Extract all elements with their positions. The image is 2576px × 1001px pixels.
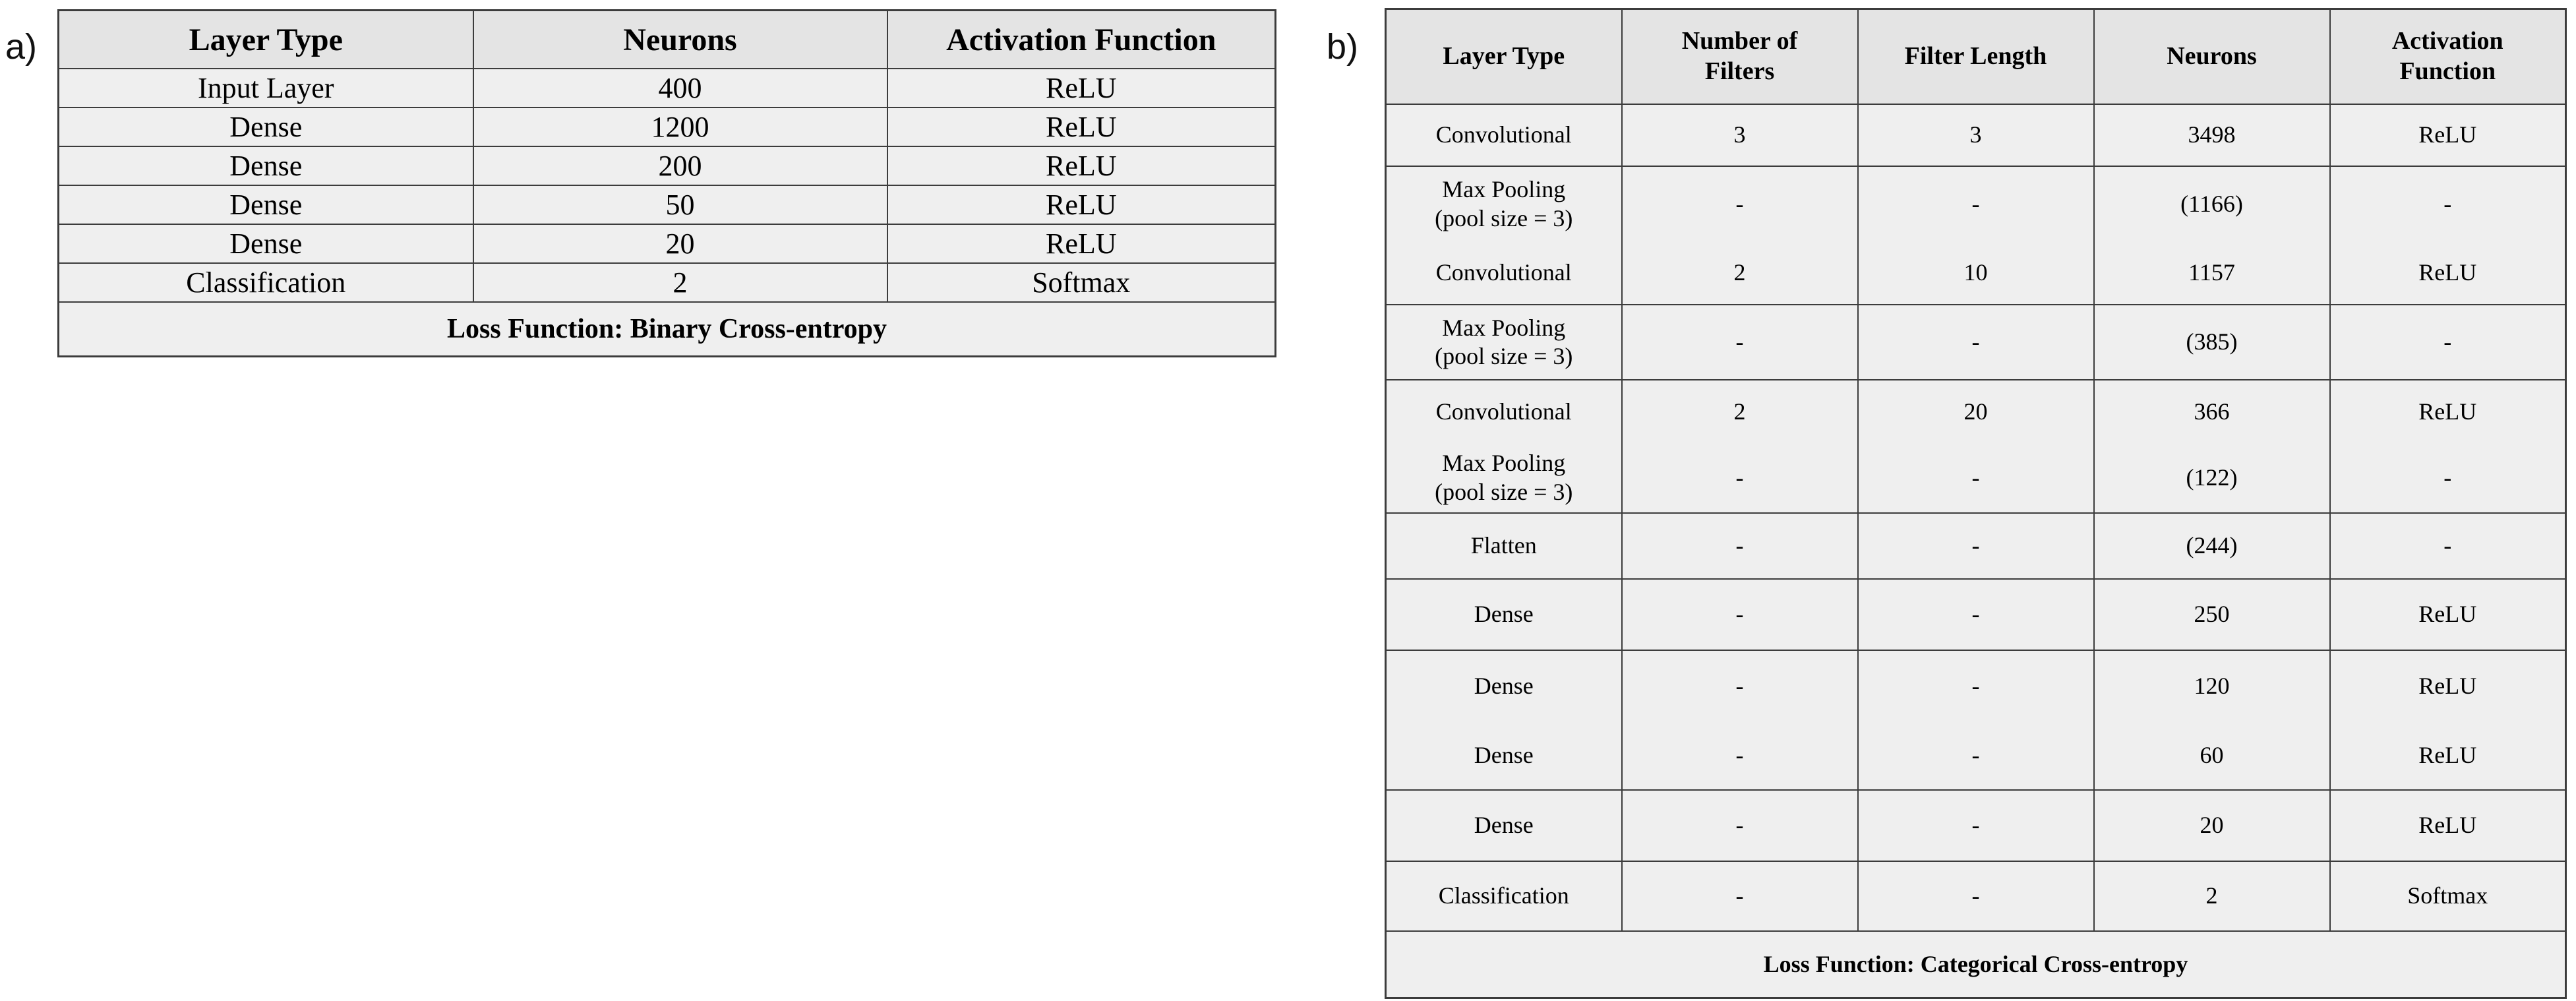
layer-type-cell: Dense — [59, 185, 473, 224]
filters-cell: - — [1622, 790, 1858, 861]
layer-type-cell: Convolutional — [1386, 380, 1622, 443]
panel-b-label: b) — [1327, 27, 1359, 67]
neurons-cell: 1200 — [473, 107, 887, 146]
neurons-cell: 60 — [2094, 721, 2330, 790]
filters-cell: - — [1622, 513, 1858, 579]
layer-type-cell: Dense — [59, 107, 473, 146]
filter-length-cell: - — [1858, 513, 2094, 579]
activation-cell: - — [2330, 513, 2566, 579]
activation-cell: - — [2330, 166, 2566, 241]
table-row — [1386, 790, 2566, 861]
layer-type-label: Max Pooling — [1442, 314, 1566, 341]
filter-length-cell: - — [1858, 721, 2094, 790]
neurons-cell: 366 — [2094, 380, 2330, 443]
table-row — [1386, 380, 2566, 443]
activation-cell: ReLU — [887, 224, 1276, 263]
table-row — [59, 107, 1276, 146]
filters-cell: 3 — [1622, 104, 1858, 166]
table-row — [1386, 721, 2566, 790]
layer-type-label: Max Pooling — [1442, 450, 1566, 477]
neurons-cell: 1157 — [2094, 241, 2330, 305]
activation-cell: ReLU — [2330, 721, 2566, 790]
layer-detail-label: (pool size = 3) — [1435, 204, 1573, 231]
table-row — [1386, 104, 2566, 166]
layer-type-cell: Convolutional — [1386, 104, 1622, 166]
activation-cell: ReLU — [2330, 579, 2566, 650]
activation-cell: ReLU — [2330, 650, 2566, 721]
column-header-layer-type: Layer Type — [59, 11, 473, 69]
table-row — [1386, 443, 2566, 513]
table-row — [59, 263, 1276, 302]
column-header-number-of-filters-label: Number of Filters — [1681, 27, 1798, 85]
layer-type-cell: Input Layer — [59, 69, 473, 107]
layer-type-cell: Dense — [59, 224, 473, 263]
loss-function-cell: Loss Function: Categorical Cross-entropy — [1386, 931, 2566, 998]
activation-cell: - — [2330, 443, 2566, 513]
neurons-cell: 120 — [2094, 650, 2330, 721]
filter-length-cell: - — [1858, 861, 2094, 931]
layer-type-cell — [1386, 166, 1622, 241]
layer-type-cell — [1386, 443, 1622, 513]
layer-type-cell: Classification — [59, 263, 473, 302]
filters-cell: - — [1622, 579, 1858, 650]
table-row — [59, 69, 1276, 107]
filter-length-cell: - — [1858, 443, 2094, 513]
neurons-cell: 2 — [2094, 861, 2330, 931]
filters-cell: 2 — [1622, 380, 1858, 443]
loss-function-row — [1386, 931, 2566, 998]
table-header-row — [1386, 9, 2566, 105]
activation-cell: ReLU — [2330, 380, 2566, 443]
filters-cell: - — [1622, 166, 1858, 241]
neurons-cell: 20 — [473, 224, 887, 263]
layer-type-cell: Dense — [1386, 790, 1622, 861]
filters-cell: 2 — [1622, 241, 1858, 305]
filters-cell: - — [1622, 443, 1858, 513]
layer-type-cell: Dense — [1386, 650, 1622, 721]
layer-type-cell: Classification — [1386, 861, 1622, 931]
table-row — [59, 146, 1276, 185]
layer-type-cell: Convolutional — [1386, 241, 1622, 305]
activation-cell: ReLU — [2330, 241, 2566, 305]
loss-function-row — [59, 302, 1276, 357]
filter-length-cell: 10 — [1858, 241, 2094, 305]
activation-cell: ReLU — [887, 185, 1276, 224]
dense-network-table — [57, 9, 1276, 357]
filters-cell: - — [1622, 861, 1858, 931]
activation-cell: Softmax — [887, 263, 1276, 302]
table-row — [1386, 241, 2566, 305]
activation-cell: ReLU — [887, 69, 1276, 107]
table-row — [1386, 513, 2566, 579]
neurons-cell: (385) — [2094, 305, 2330, 380]
neurons-cell: (1166) — [2094, 166, 2330, 241]
filter-length-cell: 20 — [1858, 380, 2094, 443]
neurons-cell: 400 — [473, 69, 887, 107]
neurons-cell: 3498 — [2094, 104, 2330, 166]
table-header-row — [59, 11, 1276, 69]
filter-length-cell: - — [1858, 790, 2094, 861]
layer-type-cell: Dense — [1386, 721, 1622, 790]
loss-function-cell: Loss Function: Binary Cross-entropy — [59, 302, 1276, 357]
table-row — [59, 185, 1276, 224]
filter-length-cell: - — [1858, 305, 2094, 380]
layer-type-cell — [1386, 305, 1622, 380]
neurons-cell: 250 — [2094, 579, 2330, 650]
filter-length-cell: - — [1858, 166, 2094, 241]
layer-type-label: Max Pooling — [1442, 176, 1566, 203]
activation-cell: ReLU — [2330, 790, 2566, 861]
activation-cell: Softmax — [2330, 861, 2566, 931]
neurons-cell: 2 — [473, 263, 887, 302]
layer-type-cell: Dense — [59, 146, 473, 185]
column-header-filter-length: Filter Length — [1858, 9, 2094, 105]
layer-type-cell: Dense — [1386, 579, 1622, 650]
neurons-cell: 20 — [2094, 790, 2330, 861]
filter-length-cell: - — [1858, 650, 2094, 721]
table-row — [1386, 861, 2566, 931]
neurons-cell: (244) — [2094, 513, 2330, 579]
activation-cell: ReLU — [2330, 104, 2566, 166]
layer-detail-label: (pool size = 3) — [1435, 343, 1573, 369]
neurons-cell: (122) — [2094, 443, 2330, 513]
activation-cell: ReLU — [887, 146, 1276, 185]
column-header-activation-function-label: Activation Function — [2391, 27, 2503, 85]
layer-type-cell: Flatten — [1386, 513, 1622, 579]
column-header-layer-type: Layer Type — [1386, 9, 1622, 105]
filters-cell: - — [1622, 650, 1858, 721]
table-row — [1386, 650, 2566, 721]
table-row — [1386, 579, 2566, 650]
layer-detail-label: (pool size = 3) — [1435, 478, 1573, 505]
filter-length-cell: 3 — [1858, 104, 2094, 166]
column-header-neurons: Neurons — [473, 11, 887, 69]
table-row — [1386, 166, 2566, 241]
filter-length-cell: - — [1858, 579, 2094, 650]
column-header-number-of-filters — [1622, 9, 1858, 105]
table-row — [1386, 305, 2566, 380]
activation-cell: - — [2330, 305, 2566, 380]
filters-cell: - — [1622, 305, 1858, 380]
column-header-activation-function — [2330, 9, 2566, 105]
panel-a-label: a) — [5, 27, 38, 67]
column-header-neurons: Neurons — [2094, 9, 2330, 105]
cnn-table — [1385, 8, 2567, 999]
table-row — [59, 224, 1276, 263]
neurons-cell: 200 — [473, 146, 887, 185]
neurons-cell: 50 — [473, 185, 887, 224]
activation-cell: ReLU — [887, 107, 1276, 146]
column-header-activation-function: Activation Function — [887, 11, 1276, 69]
filters-cell: - — [1622, 721, 1858, 790]
